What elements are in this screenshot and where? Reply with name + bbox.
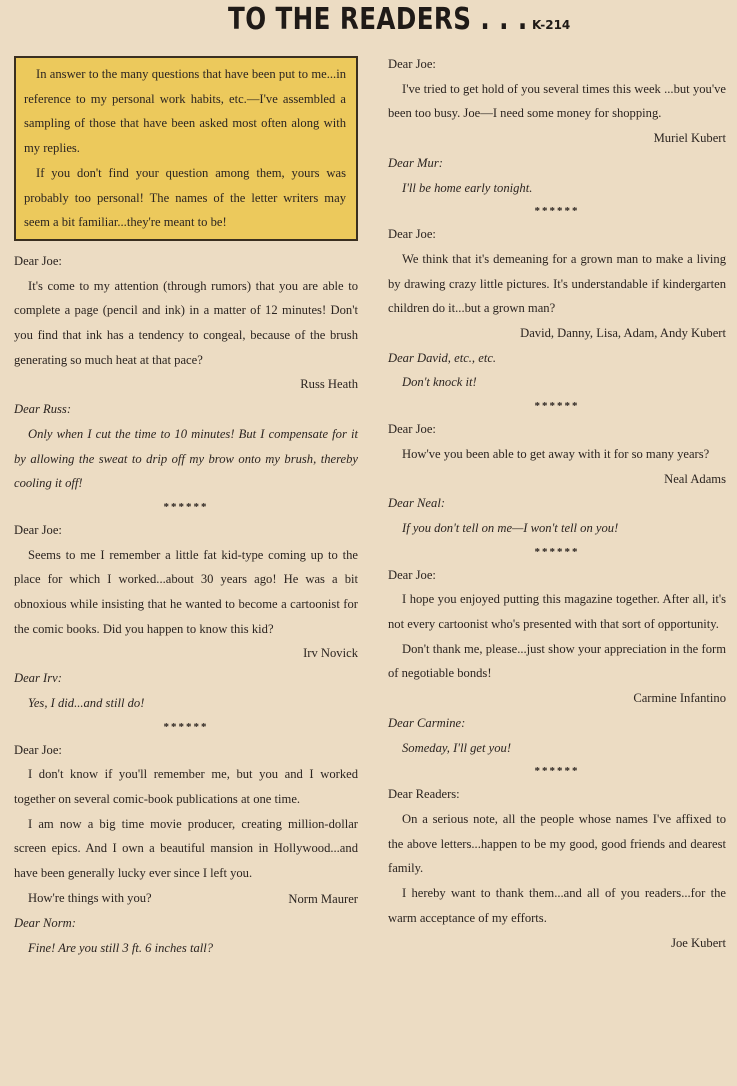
letter-salutation: Dear Joe:	[388, 422, 436, 437]
letter-signature: Russ Heath	[300, 377, 358, 392]
reply-body: I'll be home early tonight.	[402, 180, 533, 195]
letter-body: I've tried to get hold of you several times this week ...but you've been too busy. Joe—I need some money for shopping.	[388, 81, 726, 121]
reply-salutation: Dear Irv:	[14, 671, 62, 686]
separator-stars: ******	[534, 400, 580, 413]
reply-salutation: Dear Norm:	[14, 916, 76, 931]
letter	[388, 417, 726, 563]
letter-salutation: Dear Joe:	[14, 253, 62, 268]
reply-body: Fine! Are you still 3 ft. 6 inches tall?	[28, 940, 214, 955]
letter-salutation: Dear Joe:	[14, 742, 62, 757]
letter-signature: Carmine Infantino	[633, 691, 726, 706]
separator-stars: ******	[163, 720, 209, 733]
letter-salutation: Dear Joe:	[14, 522, 62, 537]
separator-stars: ******	[534, 765, 580, 778]
separator-stars: ******	[534, 205, 580, 218]
page-header	[0, 0, 737, 44]
letter-body: On a serious note, all the people whose names I've affixed to the above letters...happen to be my good, good friends and dearest family.	[388, 811, 726, 876]
letter-signature: Muriel Kubert	[653, 131, 726, 146]
separator-stars: ******	[534, 545, 580, 558]
letter-salutation: Dear Joe:	[388, 57, 436, 71]
letter-signature: David, Danny, Lisa, Adam, Andy Kubert	[520, 326, 726, 341]
letter-signature: Neal Adams	[664, 471, 726, 486]
intro-paragraph: If you don't find your question among them, yours was probably too personal! The names of the letter writers may seem a bit familiar...they're meant to be!	[24, 165, 346, 230]
letter-signature: Joe Kubert	[671, 935, 726, 950]
intro-paragraph: In answer to the many questions that have been put to me...in reference to my personal work habits, etc.—I've assembled a sampling of those that have been asked most often along with my replies.	[24, 67, 346, 156]
letter-body: We think that it's demeaning for a grown man to make a living by drawing crazy little pictures. It's understandable if kindergarten children do it...but a grown man?	[388, 251, 726, 316]
reply-body: If you don't tell on me—I won't tell on you!	[402, 520, 619, 535]
letter-body: It's come to my attention (through rumors) that you are able to complete a page (pencil and ink) in a matter of 12 minutes! Don't you find that ink has a tendency to congeal, because of the brush generating so much heat at that pace?	[14, 278, 358, 367]
reply-salutation: Dear Russ:	[14, 402, 72, 417]
letter-body: I hereby want to thank them...and all of you readers...for the warm acceptance of my efforts.	[388, 886, 726, 925]
letter-body: I am now a big time movie producer, creating million-dollar screen epics. And I own a beautiful mansion in Hollywood...and have been generally lucky ever since I left you.	[14, 816, 358, 881]
letter-body: Don't thank me, please...just show your appreciation in the form of negotiable bonds!	[388, 641, 726, 681]
page-code: K-214	[532, 18, 571, 32]
letter	[388, 222, 726, 417]
letter-body: How've you been able to get away with it for so many years?	[402, 446, 710, 461]
letter-salutation: Dear Readers:	[388, 787, 460, 802]
letter-body: How're things with you?	[28, 890, 152, 905]
reply-body: Someday, I'll get you!	[402, 740, 512, 755]
page-title: TO THE READERS . . .	[228, 2, 528, 37]
reply-body: Don't knock it!	[402, 375, 477, 390]
letter-signature: Irv Novick	[303, 646, 358, 661]
reply-salutation: Dear David, etc., etc.	[388, 350, 497, 365]
left-column	[14, 46, 358, 961]
letter-signature: Norm Maurer	[288, 891, 358, 906]
letter	[14, 738, 358, 961]
letter-salutation: Dear Joe:	[388, 567, 436, 582]
reply-salutation: Dear Carmine:	[388, 715, 466, 730]
letter-body: I don't know if you'll remember me, but you and I worked together on several comic-book publications at one time.	[14, 767, 358, 806]
letter	[14, 249, 358, 518]
letter	[388, 52, 726, 222]
reply-salutation: Dear Neal:	[388, 496, 446, 511]
letter	[388, 563, 726, 783]
intro-box	[14, 56, 358, 241]
letter-salutation: Dear Joe:	[388, 227, 436, 242]
reply-body: Only when I cut the time to 10 minutes! But I compensate for it by allowing the sweat to drip off my brow onto my brush, thereby cooling it off!	[14, 426, 358, 491]
letter	[14, 518, 358, 738]
separator-stars: ******	[163, 500, 209, 513]
letter-body: Seems to me I remember a little fat kid-type coming up to the place for which I worked...about 30 years ago! He was a bit obnoxious while insisting that he wanted to become a cartoonist for the comic books. Did you happen to know this kid?	[14, 547, 358, 636]
closing-letter	[388, 782, 726, 955]
right-column	[388, 52, 726, 955]
letter-body: I hope you enjoyed putting this magazine together. After all, it's not every cartoonist who's presented with that sort of opportunity.	[388, 592, 726, 632]
reply-salutation: Dear Mur:	[388, 155, 443, 170]
reply-body: Yes, I did...and still do!	[28, 695, 145, 710]
